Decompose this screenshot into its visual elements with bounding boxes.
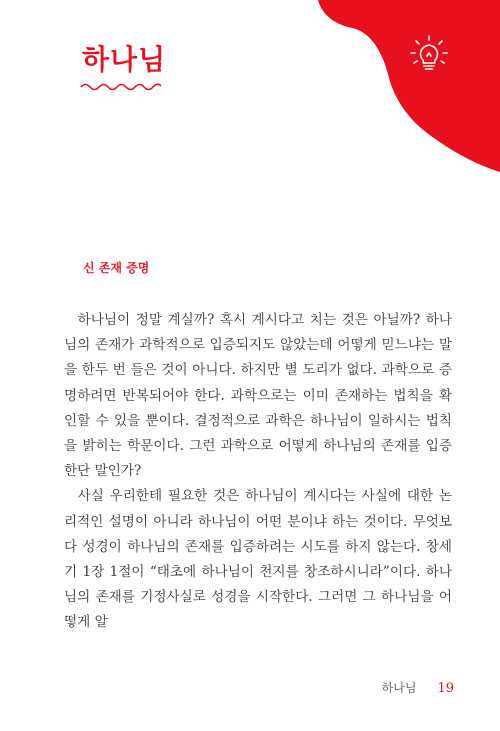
body-text (64, 308, 452, 636)
section-heading: 신 존재 증명 (83, 261, 150, 275)
decorative-red-blob (0, 0, 500, 200)
page-number: 19 (437, 681, 454, 696)
title-wave-underline (80, 80, 162, 92)
page-title: 하나님 (82, 43, 167, 76)
lightbulb-icon (407, 32, 451, 76)
footer-title: 하나님 (381, 681, 417, 695)
page-footer (382, 679, 454, 696)
paragraph: 하나님이 정말 계실까? 혹시 계시다고 치는 것은 아닐까? 하나님의 존재가 과학적으로 입증되지도 않았는데 어떻게 믿느냐는 말을 한두 번 들은 것이 아니다. 하지만 별 도리가 없다. 과학으로 증명하려면 반복되어야 한다. 과학으로는 이미 존재하는 법칙을 확인할 수 있을 뿐이다. 결정적으로 과학은 하나님이 일하시는 법칙을 밝히는 학문이다. 그런 과학으로 어떻게 하나님의 존재를 입증한단 말인가? (64, 312, 452, 480)
paragraph: 사실 우리한테 필요한 것은 하나님이 계시다는 사실에 대한 논리적인 설명이 아니라 하나님이 어떤 분이냐 하는 것이다. 무엇보다 성경이 하나님의 존재를 입증하려는 시도를 하지 않는다. 창세기 1장 1절이 “태초에 하나님이 천지를 창조하시니라”이다. 하나님의 존재를 기정사실로 성경을 시작한다. 그러면 그 하나님을 어떻게 알 (64, 488, 452, 631)
